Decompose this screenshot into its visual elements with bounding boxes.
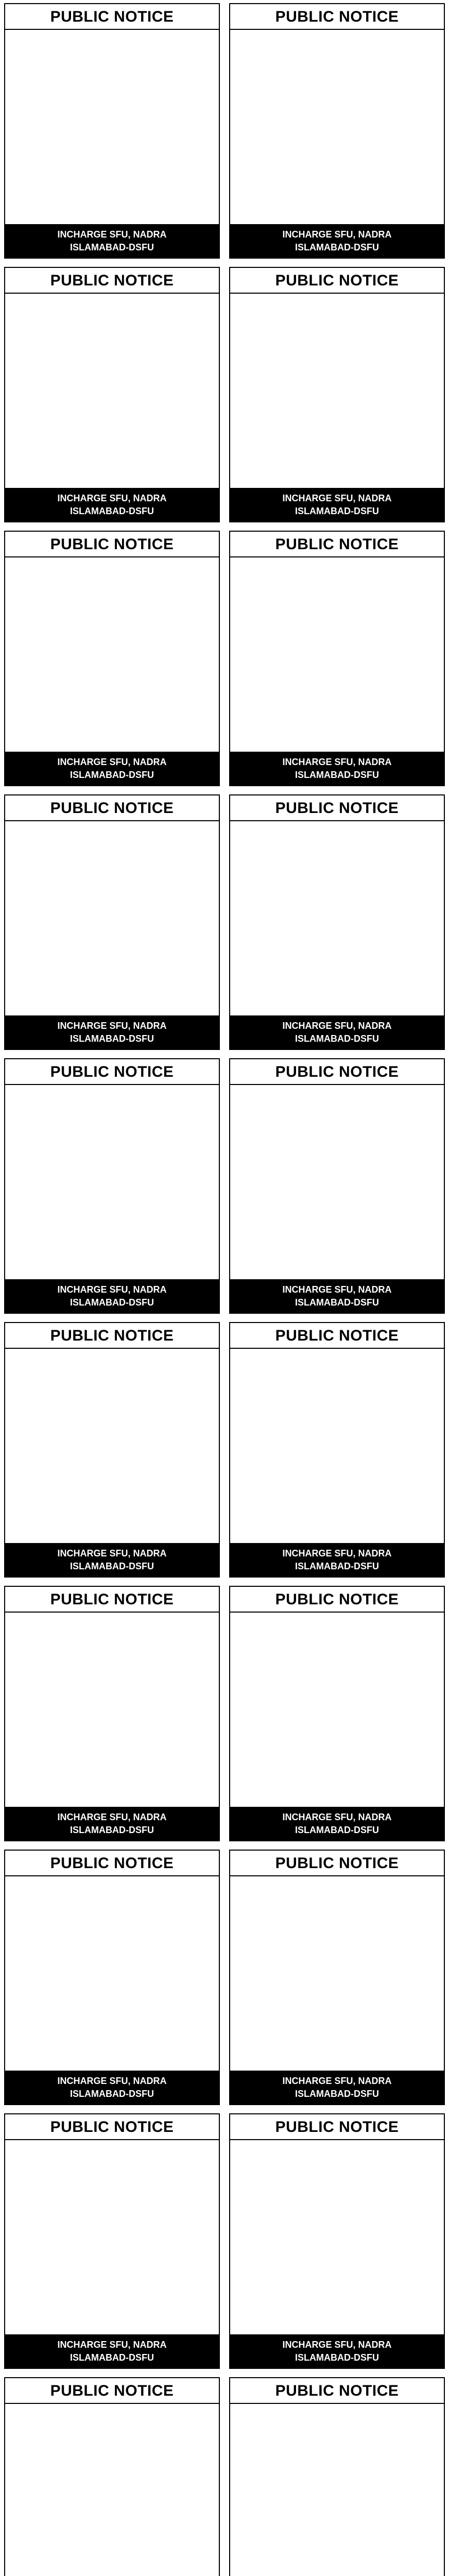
footer-line-1: INCHARGE SFU, NADRA bbox=[282, 757, 392, 768]
notice-footer bbox=[230, 224, 444, 258]
notice-footer bbox=[230, 1279, 444, 1313]
public-notice bbox=[229, 794, 445, 1050]
footer-line-1: INCHARGE SFU, NADRA bbox=[57, 1812, 167, 1823]
footer-line-2: ISLAMABAD-DSFU bbox=[295, 1561, 379, 1571]
public-notice bbox=[229, 1850, 445, 2105]
footer-line-1: INCHARGE SFU, NADRA bbox=[282, 1021, 392, 1031]
public-notice bbox=[229, 1058, 445, 1314]
footer-line-1: INCHARGE SFU, NADRA bbox=[57, 493, 167, 504]
notice-title: PUBLIC NOTICE bbox=[230, 268, 444, 294]
public-notice bbox=[4, 1850, 220, 2105]
notice-footer bbox=[230, 1543, 444, 1577]
public-notice bbox=[229, 267, 445, 522]
notice-footer bbox=[5, 752, 219, 785]
notice-body bbox=[230, 2140, 444, 2334]
footer-line-1: INCHARGE SFU, NADRA bbox=[57, 1548, 167, 1559]
footer-line-1: INCHARGE SFU, NADRA bbox=[282, 1548, 392, 1559]
notice-footer bbox=[5, 1807, 219, 1840]
public-notice bbox=[4, 1586, 220, 1841]
notice-body bbox=[5, 1613, 219, 1807]
notice-title: PUBLIC NOTICE bbox=[5, 795, 219, 821]
notice-body bbox=[230, 1085, 444, 1279]
notice-body bbox=[5, 294, 219, 488]
footer-line-2: ISLAMABAD-DSFU bbox=[70, 242, 154, 252]
notice-body bbox=[230, 30, 444, 224]
footer-line-1: INCHARGE SFU, NADRA bbox=[57, 1021, 167, 1031]
public-notice bbox=[4, 1058, 220, 1314]
public-notice bbox=[4, 2377, 220, 2576]
notice-title: PUBLIC NOTICE bbox=[5, 268, 219, 294]
footer-line-2: ISLAMABAD-DSFU bbox=[70, 1824, 154, 1835]
footer-line-2: ISLAMABAD-DSFU bbox=[295, 1297, 379, 1308]
footer-line-2: ISLAMABAD-DSFU bbox=[70, 1297, 154, 1308]
footer-line-2: ISLAMABAD-DSFU bbox=[70, 2352, 154, 2363]
footer-line-2: ISLAMABAD-DSFU bbox=[295, 1033, 379, 1044]
notice-title: PUBLIC NOTICE bbox=[230, 1323, 444, 1349]
notice-body bbox=[230, 821, 444, 1015]
public-notice bbox=[229, 1322, 445, 1578]
notice-body bbox=[5, 1349, 219, 1543]
notice-title: PUBLIC NOTICE bbox=[5, 2114, 219, 2140]
notice-body bbox=[230, 1876, 444, 2071]
footer-line-1: INCHARGE SFU, NADRA bbox=[282, 229, 392, 240]
notice-footer bbox=[5, 2071, 219, 2104]
public-notice bbox=[4, 794, 220, 1050]
notice-title: PUBLIC NOTICE bbox=[5, 1587, 219, 1613]
public-notice bbox=[229, 531, 445, 786]
public-notice bbox=[4, 3, 220, 259]
notice-footer bbox=[230, 488, 444, 521]
notice-body bbox=[5, 30, 219, 224]
footer-line-1: INCHARGE SFU, NADRA bbox=[282, 1284, 392, 1295]
notice-body bbox=[5, 557, 219, 752]
notice-body bbox=[230, 2404, 444, 2576]
notice-body bbox=[230, 1349, 444, 1543]
public-notice bbox=[4, 531, 220, 786]
footer-line-2: ISLAMABAD-DSFU bbox=[295, 2352, 379, 2363]
notice-body bbox=[5, 2140, 219, 2334]
notice-footer bbox=[230, 2334, 444, 2368]
public-notice bbox=[229, 3, 445, 259]
notice-body bbox=[5, 1876, 219, 2071]
notice-title: PUBLIC NOTICE bbox=[230, 1851, 444, 1876]
notice-title: PUBLIC NOTICE bbox=[230, 2378, 444, 2404]
public-notice bbox=[229, 1586, 445, 1841]
notice-footer bbox=[5, 1015, 219, 1049]
public-notice bbox=[229, 2113, 445, 2369]
footer-line-2: ISLAMABAD-DSFU bbox=[295, 1824, 379, 1835]
footer-line-1: INCHARGE SFU, NADRA bbox=[282, 2340, 392, 2350]
notice-title: PUBLIC NOTICE bbox=[230, 795, 444, 821]
public-notice bbox=[4, 267, 220, 522]
footer-line-1: INCHARGE SFU, NADRA bbox=[57, 757, 167, 768]
notice-footer bbox=[230, 1015, 444, 1049]
notice-title: PUBLIC NOTICE bbox=[5, 1059, 219, 1085]
notice-title: PUBLIC NOTICE bbox=[5, 4, 219, 30]
footer-line-2: ISLAMABAD-DSFU bbox=[70, 2088, 154, 2099]
notice-footer bbox=[230, 1807, 444, 1840]
notice-body bbox=[5, 821, 219, 1015]
notice-footer bbox=[5, 488, 219, 521]
notice-title: PUBLIC NOTICE bbox=[5, 2378, 219, 2404]
footer-line-1: INCHARGE SFU, NADRA bbox=[57, 2340, 167, 2350]
notice-title: PUBLIC NOTICE bbox=[5, 1851, 219, 1876]
public-notice bbox=[4, 1322, 220, 1578]
footer-line-2: ISLAMABAD-DSFU bbox=[295, 2088, 379, 2099]
notice-title: PUBLIC NOTICE bbox=[230, 4, 444, 30]
footer-line-1: INCHARGE SFU, NADRA bbox=[57, 2076, 167, 2087]
notice-title: PUBLIC NOTICE bbox=[5, 1323, 219, 1349]
footer-line-1: INCHARGE SFU, NADRA bbox=[282, 1812, 392, 1823]
notice-footer bbox=[5, 224, 219, 258]
notice-body bbox=[5, 1085, 219, 1279]
notice-footer bbox=[5, 1543, 219, 1577]
notice-footer bbox=[5, 1279, 219, 1313]
notice-title: PUBLIC NOTICE bbox=[5, 532, 219, 557]
footer-line-2: ISLAMABAD-DSFU bbox=[70, 1561, 154, 1571]
notice-title: PUBLIC NOTICE bbox=[230, 1587, 444, 1613]
footer-line-2: ISLAMABAD-DSFU bbox=[295, 769, 379, 780]
footer-line-1: INCHARGE SFU, NADRA bbox=[57, 229, 167, 240]
notice-title: PUBLIC NOTICE bbox=[230, 532, 444, 557]
notice-footer bbox=[230, 2071, 444, 2104]
footer-line-1: INCHARGE SFU, NADRA bbox=[57, 1284, 167, 1295]
footer-line-2: ISLAMABAD-DSFU bbox=[70, 1033, 154, 1044]
footer-line-2: ISLAMABAD-DSFU bbox=[295, 242, 379, 252]
footer-line-2: ISLAMABAD-DSFU bbox=[70, 505, 154, 516]
public-notice bbox=[4, 2113, 220, 2369]
footer-line-1: INCHARGE SFU, NADRA bbox=[282, 2076, 392, 2087]
notice-title: PUBLIC NOTICE bbox=[230, 2114, 444, 2140]
footer-line-2: ISLAMABAD-DSFU bbox=[295, 505, 379, 516]
footer-line-2: ISLAMABAD-DSFU bbox=[70, 769, 154, 780]
notice-body bbox=[230, 294, 444, 488]
notice-footer bbox=[230, 752, 444, 785]
notice-body bbox=[230, 1613, 444, 1807]
notice-footer bbox=[5, 2334, 219, 2368]
notice-body bbox=[5, 2404, 219, 2576]
notice-title: PUBLIC NOTICE bbox=[230, 1059, 444, 1085]
footer-line-1: INCHARGE SFU, NADRA bbox=[282, 493, 392, 504]
public-notice bbox=[229, 2377, 445, 2576]
notices-grid bbox=[4, 3, 445, 2576]
notice-body bbox=[230, 557, 444, 752]
